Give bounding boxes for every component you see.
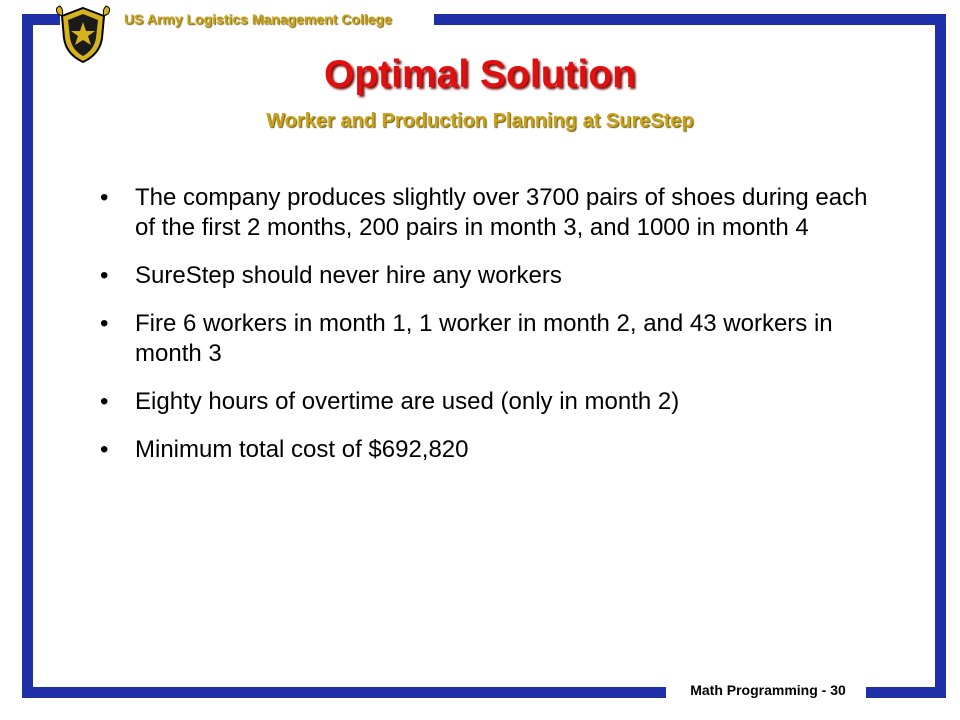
bullet-item <box>100 183 870 243</box>
slide-title: Optimal Solution <box>324 53 636 96</box>
bullet-dot-icon: • <box>100 184 109 211</box>
bullet-text: SureStep should never hire any workers <box>135 262 562 289</box>
frame-top <box>434 14 946 25</box>
bullet-list <box>100 183 870 483</box>
college-name: US Army Logistics Management College <box>124 11 392 27</box>
bullet-text: Minimum total cost of $692,820 <box>135 436 469 463</box>
slide-footer: Math Programming - 30 <box>690 682 846 698</box>
bullet-text: Eighty hours of overtime are used (only in month 2) <box>135 388 680 415</box>
bullet-item <box>100 261 870 291</box>
bullet-text: Fire 6 workers in month 1, 1 worker in month 2, and 43 workers in month 3 <box>135 310 833 367</box>
bullet-item <box>100 309 870 369</box>
slide-subtitle: Worker and Production Planning at SureStep <box>266 110 694 132</box>
bullet-dot-icon: • <box>100 436 109 463</box>
bullet-item <box>100 435 870 465</box>
bullet-item <box>100 387 870 417</box>
bullet-dot-icon: • <box>100 262 109 289</box>
frame-bottom-right <box>866 687 946 698</box>
bullet-dot-icon: • <box>100 310 109 337</box>
frame-bottom-left <box>22 687 666 698</box>
bullet-dot-icon: • <box>100 388 109 415</box>
bullet-text: The company produces slightly over 3700 pairs of shoes during each of the first 2 months, 200 pairs in month 3, and 1000 in month 4 <box>135 184 868 241</box>
